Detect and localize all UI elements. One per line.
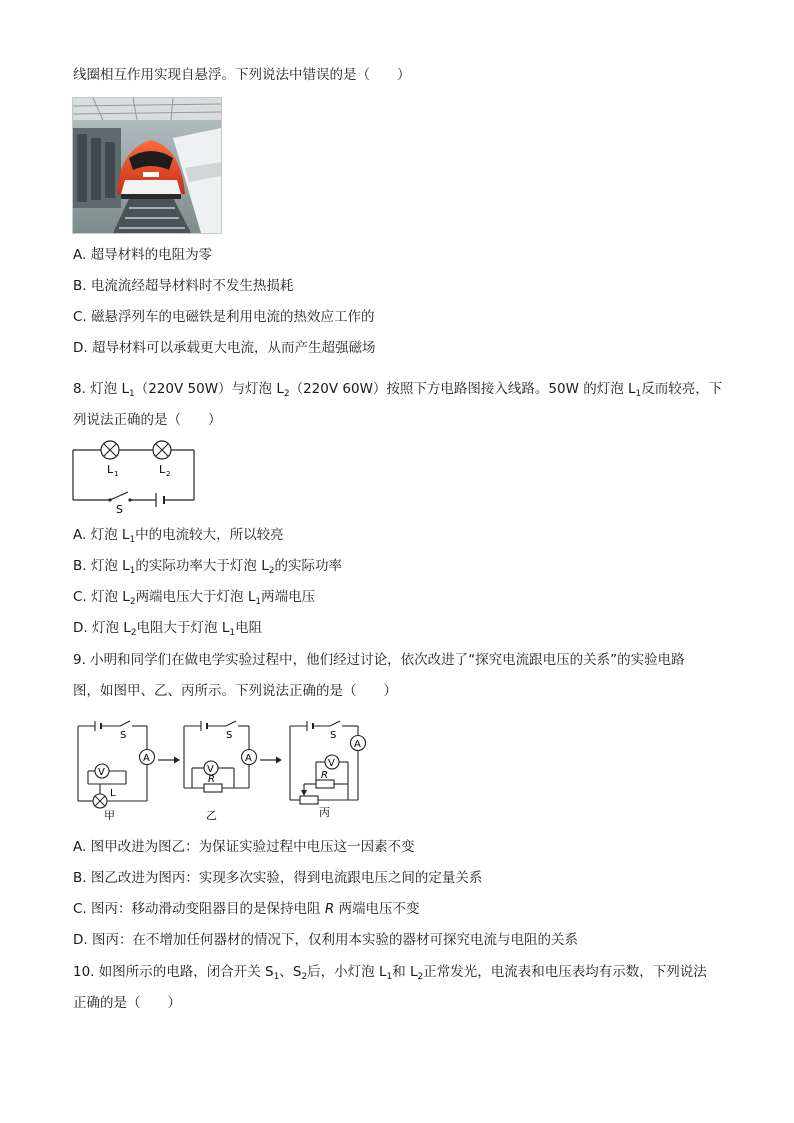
label-switch: S [330,730,337,741]
q8-opt-text: D. 灯泡 L [73,620,131,636]
label-voltmeter: V [98,767,105,778]
q8-stem-sub: 2 [283,389,290,399]
arrow-right-icon [260,757,282,764]
q8-option-b [73,557,342,580]
battery-icon [156,493,164,507]
label-switch: S [226,730,233,741]
label-ammeter: A [143,753,150,764]
bulb-icon [93,794,107,808]
q8-stem-line1 [73,380,722,403]
q9-option-b: B. 图乙改进为图丙：实现多次实验，得到电流跟电压之间的定量关系 [73,870,483,886]
q8-opt-text: 电阻 [235,620,263,636]
label-resistor: R [321,770,328,781]
q10-stem-sub: 2 [417,972,424,982]
q10-stem-part: 和 L [392,964,418,980]
label-l1: L [107,463,114,476]
q10-stem-sub: 1 [386,972,393,982]
q8-stem-sub: 1 [128,389,135,399]
q8-opt-text: 的实际功率 [274,558,342,574]
q8-opt-sub: 2 [129,597,136,607]
label-l2: L [159,463,166,476]
q9-stem-line1: 9. 小明和同学们在做电学实验过程中，他们经过讨论，依次改进了“探究电流跟电压的关系”的实验电路 [73,652,685,668]
q10-stem-line2: 正确的是（ ） [73,995,181,1011]
q8-option-a [73,526,284,549]
q8-opt-text: B. 灯泡 L [73,558,130,574]
label-switch: S [120,730,127,741]
q8-opt-text: 两端电压大于灯泡 L [135,589,256,605]
q7-option-b: B. 电流流经超导材料时不发生热损耗 [73,278,294,294]
q8-opt-sub: 1 [229,628,236,638]
q10-stem-part: 10. 如图所示的电路，闭合开关 S [73,964,274,980]
label-resistor: R [208,774,215,785]
q8-option-d [73,619,262,642]
bulb-l1-icon [101,441,119,459]
label-figure-bing: 丙 [319,806,330,819]
q7-option-d: D. 超导材料可以承载更大电流，从而产生超强磁场 [73,340,376,356]
q9-option-d: D. 图丙：在不增加任何器材的情况下，仅利用本实验的器材可探究电流与电阻的关系 [73,932,578,948]
q9-circuit-diagrams [68,716,378,822]
label-figure-yi: 乙 [206,809,217,822]
resistor-icon [316,780,334,788]
q7-stem-tail: 线圈相互作用实现自悬浮。下列说法中错误的是（ ） [73,67,411,83]
q8-opt-sub: 2 [268,566,275,576]
q7-option-c: C. 磁悬浮列车的电磁铁是利用电流的热效应工作的 [73,309,375,325]
q7-option-a: A. 超导材料的电阻为零 [73,247,213,263]
label-ammeter: A [354,739,361,750]
q10-stem-part: 正常发光，电流表和电压表均有示数，下列说法 [423,964,707,980]
q10-stem-sub: 1 [273,972,280,982]
maglev-train-photo [72,97,222,234]
rheostat-icon [300,796,318,804]
q10-stem-part: 后，小灯泡 L [307,964,387,980]
q8-stem-sub: 1 [635,389,642,399]
q8-opt-text: A. 灯泡 L [73,527,130,543]
q8-opt-text: C. 灯泡 L [73,589,130,605]
label-l2-sub: 2 [166,470,171,478]
label-lamp: L [110,788,116,799]
q8-opt-sub: 1 [129,566,136,576]
label-l1-sub: 1 [114,470,119,478]
q9-opt-text: 两端电压不变 [334,901,420,917]
q8-stem-part: 8. 灯泡 L [73,381,129,397]
label-figure-jia: 甲 [104,809,115,822]
bulb-l2-icon [153,441,171,459]
q8-option-c [73,588,315,611]
q8-opt-sub: 1 [129,535,136,545]
q9-opt-var: R [324,901,335,917]
q10-stem-line1 [73,963,707,986]
q10-stem-sub: 2 [301,972,308,982]
arrow-right-icon [158,757,180,764]
label-ammeter: A [245,753,252,764]
q8-opt-sub: 1 [255,597,262,607]
resistor-icon [204,784,222,792]
q8-stem-part: （220V 60W）按照下方电路图接入线路。50W 的灯泡 L [289,381,636,397]
q9-opt-text: C. 图丙：移动滑动变阻器目的是保持电阻 [73,901,325,917]
q9-option-c [73,900,420,918]
label-voltmeter: V [207,764,214,775]
q8-stem-part: （220V 50W）与灯泡 L [134,381,284,397]
q8-opt-sub: 2 [130,628,137,638]
label-voltmeter: V [328,758,335,769]
q9-option-a: A. 图甲改进为图乙：为保证实验过程中电压这一因素不变 [73,839,415,855]
q9-stem-line2: 图，如图甲、乙、丙所示。下列说法正确的是（ ） [73,683,397,699]
q8-opt-text: 的实际功率大于灯泡 L [135,558,269,574]
q8-stem-line2: 列说法正确的是（ ） [73,412,222,428]
q8-series-circuit-diagram [70,438,200,514]
q8-opt-text: 中的电流较大，所以较亮 [135,527,284,543]
q8-opt-text: 电阻大于灯泡 L [136,620,230,636]
q8-stem-part: 反而较亮，下 [641,381,723,397]
maglev-train-drawing [73,98,221,233]
label-switch: S [116,503,123,514]
rheostat-slider-icon [301,790,307,796]
q8-opt-text: 两端电压 [261,589,316,605]
q10-stem-part: 、S [279,964,302,980]
